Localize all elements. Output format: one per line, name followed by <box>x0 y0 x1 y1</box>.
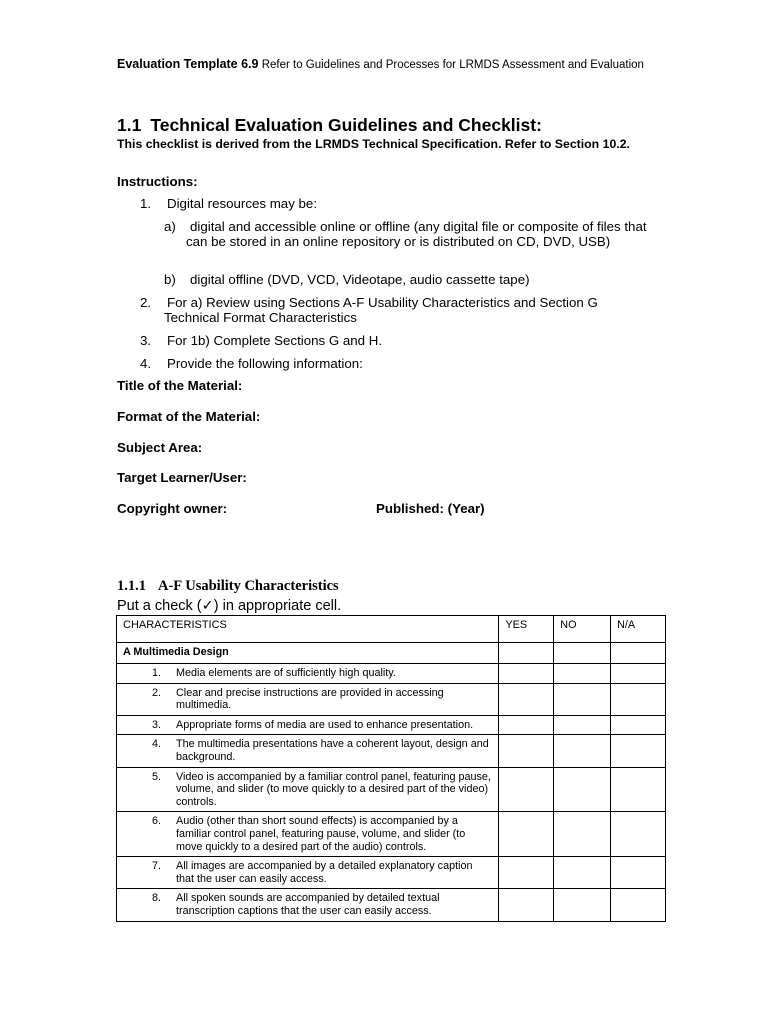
characteristic-cell <box>117 683 499 715</box>
table-row <box>117 683 666 715</box>
table-row <box>117 857 666 889</box>
instruction-text: For 1b) Complete Sections G and H. <box>167 333 383 348</box>
template-label: Evaluation Template 6.9 <box>117 57 259 71</box>
no-cell[interactable] <box>554 889 611 921</box>
na-cell[interactable] <box>611 767 666 812</box>
item-number: 4. <box>140 356 152 371</box>
row-text: All images are accompanied by a detailed explanatory caption that the user can easily access. <box>176 860 473 885</box>
yes-cell[interactable] <box>499 889 554 921</box>
na-cell[interactable] <box>611 715 666 735</box>
no-cell[interactable] <box>554 683 611 715</box>
instruction-text: Digital resources may be: <box>167 196 318 211</box>
no-cell[interactable] <box>554 715 611 735</box>
table-header-row <box>117 616 666 643</box>
item-number: 3. <box>140 333 152 348</box>
instruction-item <box>140 196 151 211</box>
instruction-text: digital offline (DVD, VCD, Videotape, audio cassette tape) <box>190 272 530 287</box>
na-cell[interactable] <box>611 889 666 921</box>
row-text: Audio (other than short sound effects) is accompanied by a familiar control panel, featuring pause, volume, and slider (to move quickly to a desired part of the audio) controls. <box>176 815 466 853</box>
no-cell[interactable] <box>554 857 611 889</box>
row-number: 5. <box>151 770 161 783</box>
yes-cell[interactable] <box>499 643 554 664</box>
yes-cell[interactable] <box>499 683 554 715</box>
na-cell[interactable] <box>611 735 666 767</box>
na-cell[interactable] <box>611 683 666 715</box>
na-cell[interactable] <box>611 643 666 664</box>
field-published: Published: (Year) <box>376 501 485 516</box>
header-no: NO <box>554 616 611 643</box>
header-na: N/A <box>611 616 666 643</box>
characteristic-cell <box>117 857 499 889</box>
row-number: 7. <box>151 860 161 873</box>
subsection-title: A-F Usability Characteristics <box>158 578 339 594</box>
item-number: b) <box>164 272 176 287</box>
table-row <box>117 715 666 735</box>
item-number: 2. <box>140 295 152 310</box>
table-row <box>117 889 666 921</box>
group-label: A Multimedia Design <box>117 643 499 664</box>
characteristic-cell <box>117 812 499 857</box>
row-number: 1. <box>151 667 161 679</box>
instruction-text: Provide the following information: <box>167 356 363 371</box>
row-number: 6. <box>151 815 161 828</box>
section-title: Technical Evaluation Guidelines and Checklist: <box>150 115 542 135</box>
header-yes: YES <box>499 616 554 643</box>
no-cell[interactable] <box>554 735 611 767</box>
characteristic-cell <box>117 715 499 735</box>
field-copyright: Copyright owner: <box>117 501 228 516</box>
section-number: 1.1 <box>117 115 142 135</box>
field-target: Target Learner/User: <box>117 470 247 485</box>
instructions-title: Instructions: <box>117 174 198 189</box>
row-text: Media elements are of sufficiently high quality. <box>176 667 396 679</box>
no-cell[interactable] <box>554 812 611 857</box>
row-text: Appropriate forms of media are used to enhance presentation. <box>176 718 474 731</box>
characteristic-cell <box>117 664 499 684</box>
table-row <box>117 767 666 812</box>
yes-cell[interactable] <box>499 715 554 735</box>
yes-cell[interactable] <box>499 735 554 767</box>
checklist-table <box>116 615 666 922</box>
check-instruction: Put a check (✓) in appropriate cell. <box>117 598 342 614</box>
yes-cell[interactable] <box>499 812 554 857</box>
characteristic-cell <box>117 889 499 921</box>
table-row <box>117 812 666 857</box>
yes-cell[interactable] <box>499 857 554 889</box>
yes-cell[interactable] <box>499 664 554 684</box>
section-subtitle: This checklist is derived from the LRMDS Technical Specification. Refer to Section 10.2. <box>117 137 630 151</box>
row-text: All spoken sounds are accompanied by detailed textual transcription captions that the user can easily access. <box>176 892 440 917</box>
row-text: Video is accompanied by a familiar control panel, featuring pause, volume, and slider (to move quickly to a desired part of the video) controls. <box>176 770 491 808</box>
row-number: 3. <box>151 718 161 731</box>
field-subject: Subject Area: <box>117 440 203 455</box>
row-number: 2. <box>151 686 161 699</box>
header-characteristics: CHARACTERISTICS <box>117 616 499 643</box>
no-cell[interactable] <box>554 643 611 664</box>
field-title: Title of the Material: <box>117 378 243 393</box>
characteristic-cell <box>117 735 499 767</box>
row-number: 8. <box>151 892 161 905</box>
item-number: a) <box>164 219 176 234</box>
na-cell[interactable] <box>611 857 666 889</box>
table-row <box>117 664 666 684</box>
section-heading <box>117 115 542 136</box>
instruction-text: digital and accessible online or offline (any digital file or composite of files that can be stored in an online repository or is distributed on CD, DVD, USB) <box>186 219 647 249</box>
table-group-row <box>117 643 666 664</box>
na-cell[interactable] <box>611 812 666 857</box>
template-reference: Refer to Guidelines and Processes for LRMDS Assessment and Evaluation <box>261 59 644 71</box>
no-cell[interactable] <box>554 664 611 684</box>
field-format: Format of the Material: <box>117 409 261 424</box>
row-text: Clear and precise instructions are provided in accessing multimedia. <box>176 686 444 712</box>
table-row <box>117 735 666 767</box>
subsection-number: 1.1.1 <box>117 578 146 594</box>
table-body <box>117 664 666 922</box>
characteristic-cell <box>117 767 499 812</box>
no-cell[interactable] <box>554 767 611 812</box>
row-text: The multimedia presentations have a coherent layout, design and background. <box>176 738 489 763</box>
instruction-text: For a) Review using Sections A-F Usability Characteristics and Section G Technical Format Characteristics <box>164 295 598 325</box>
row-number: 4. <box>151 738 161 751</box>
na-cell[interactable] <box>611 664 666 684</box>
subsection-heading <box>117 578 339 595</box>
item-number: 1. <box>140 196 152 211</box>
yes-cell[interactable] <box>499 767 554 812</box>
page-header <box>117 57 652 72</box>
